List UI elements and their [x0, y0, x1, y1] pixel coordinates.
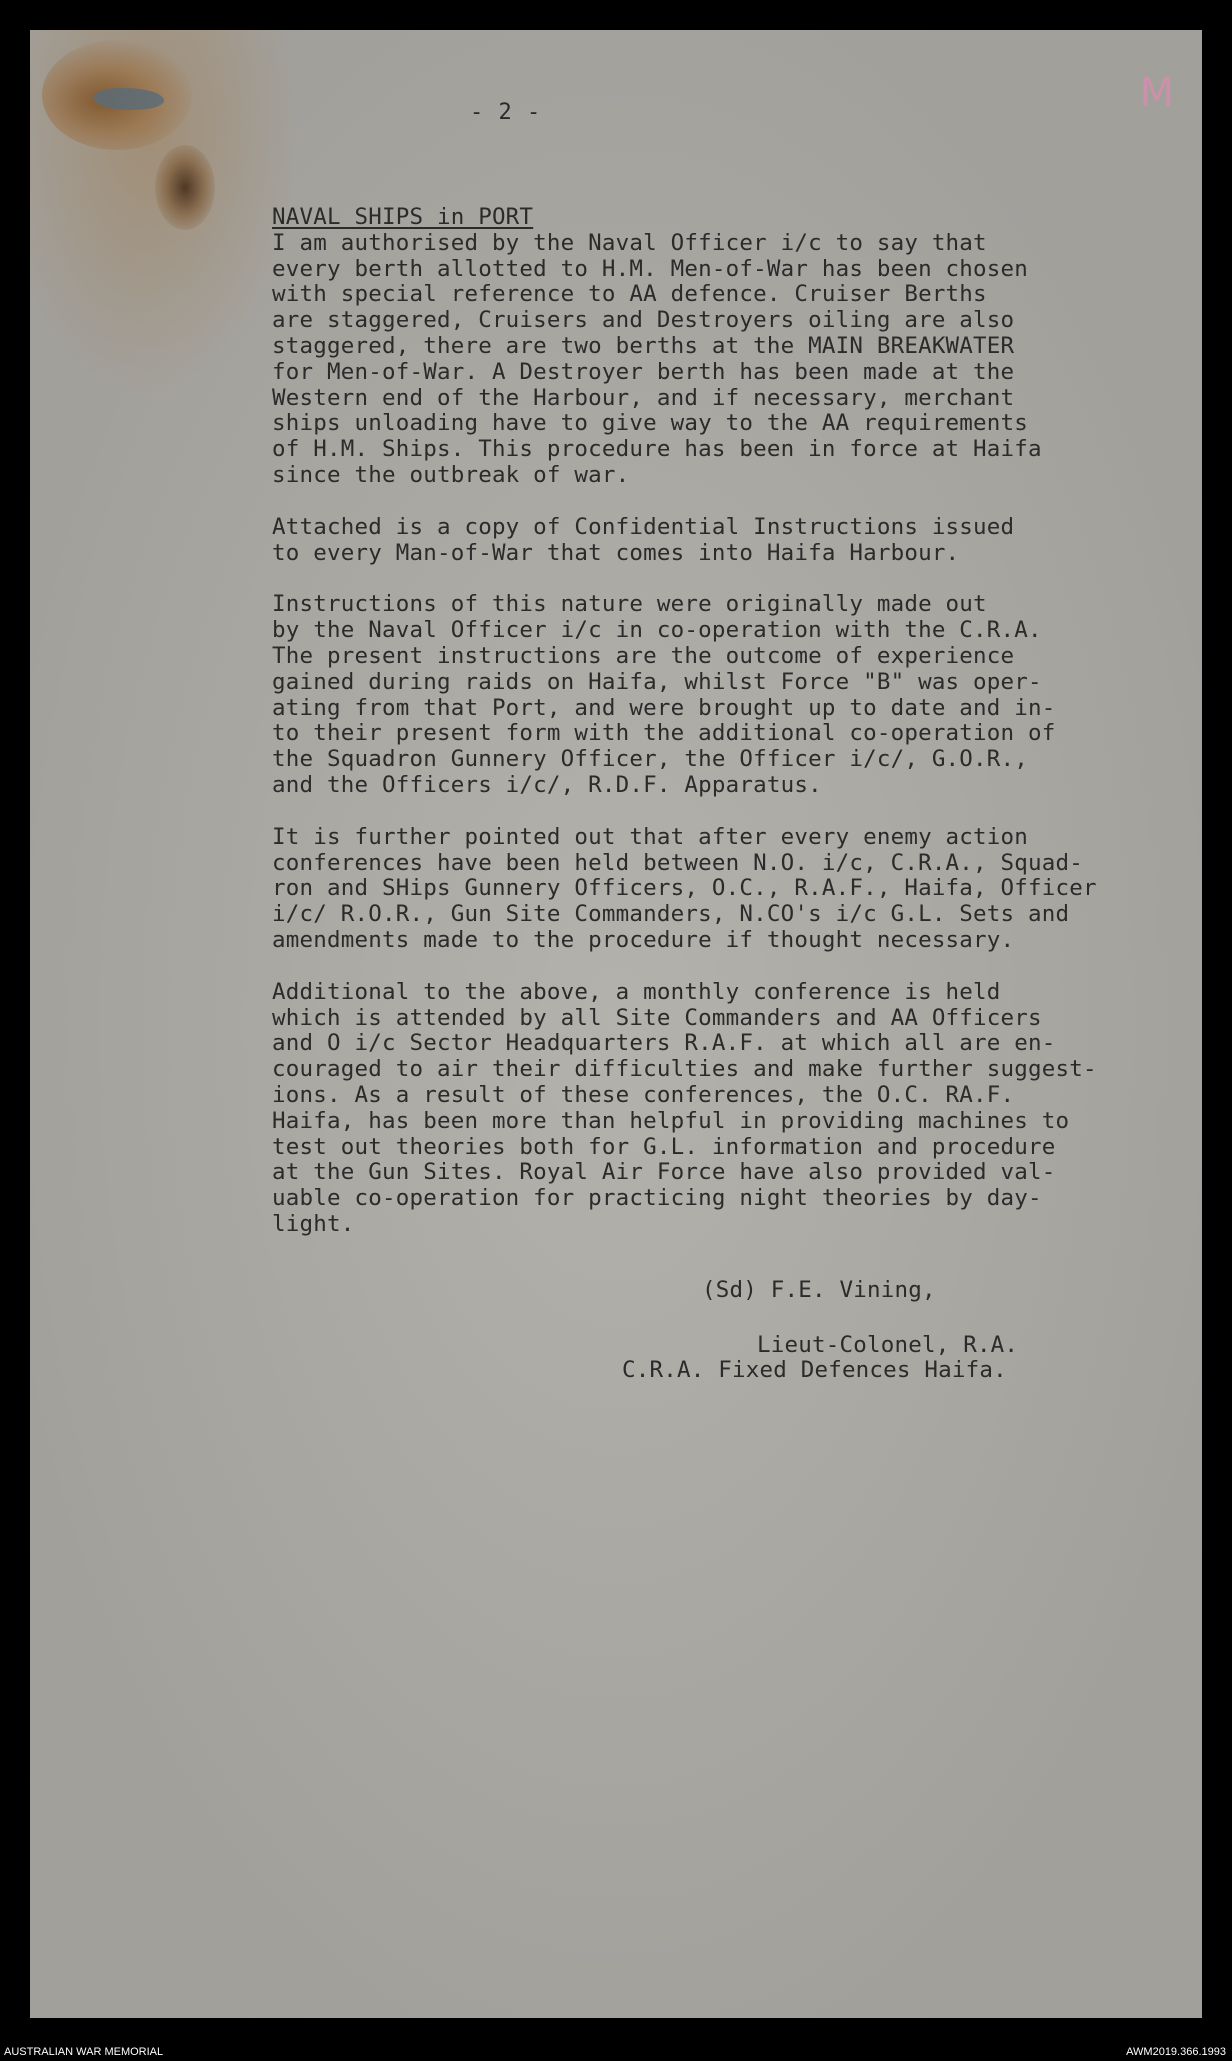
footer-accession-number: AWM2019.366.1993: [1126, 2046, 1226, 2058]
paragraph: It is further pointed out that after every enemy action conferences have been held between N.O. i/c, C.R.A., Squad- ron and SHips Gunnery Officers, O.C., R.A.F., Haifa, Officer i/c/ R.O.R., Gun Site Commanders, N.CO's i/c G.L. Sets and amendments made to the procedure if thought necessary.: [272, 823, 1097, 953]
paragraph: Attached is a copy of Confidential Instructions issued to every Man-of-War that comes into Haifa Harbour.: [272, 513, 1015, 566]
paragraph: I am authorised by the Naval Officer i/c to say that every berth allotted to H.M. Men-of-War has been chosen with special reference to AA defence. Cruiser Berths are staggered, Cruisers and Destroyers oiling are also staggered, there are two berths at the MAIN BREAKWATER for Men-of-War. A Destroyer berth has been made at the Western end of the Harbour, and if necessary, merchant ships unloading have to give way to the AA requirements of H.M. Ships. This procedure has been in force at Haifa since the outbreak of war.: [272, 229, 1042, 488]
document-body: [272, 205, 1172, 1264]
burn-stain: [155, 145, 215, 230]
burn-hole: [94, 88, 164, 110]
signature-title: C.R.A. Fixed Defences Haifa.: [622, 1357, 1007, 1383]
corner-annotation: M: [1139, 70, 1174, 116]
signature-rank: Lieut-Colonel, R.A.: [757, 1332, 1019, 1358]
signature-name: (Sd) F.E. Vining,: [702, 1277, 936, 1303]
document-page: [30, 30, 1202, 2018]
burn-stain: [42, 40, 192, 150]
paragraph: Instructions of this nature were originally made out by the Naval Officer i/c in co-operation with the C.R.A. The present instructions are the outcome of experience gained during raids on Haifa, whilst Force "B" was oper- ating from that Port, and were brought up to date and in- to their present form with the additional co-operation of the Squadron Gunnery Officer, the Officer i/c/, G.O.R., and the Officers i/c/, R.D.F. Apparatus.: [272, 591, 1056, 798]
section-heading: NAVAL SHIPS in PORT: [272, 204, 534, 230]
page-number: - 2 -: [470, 100, 542, 125]
footer-source: AUSTRALIAN WAR MEMORIAL: [4, 2046, 164, 2058]
paragraph: Additional to the above, a monthly conference is held which is attended by all Site Commanders and AA Officers and O i/c Sector Headquarters R.A.F. at which all are en- couraged to air their difficulties and make further suggest- ions. As a result of these conferences, the O.C. RA.F. Haifa, has been more than helpful in providing machines to test out theories both for G.L. information and procedure at the Gun Sites. Royal Air Force have also provided val- uable co-operation for practicing night theories by day- light.: [272, 978, 1097, 1237]
